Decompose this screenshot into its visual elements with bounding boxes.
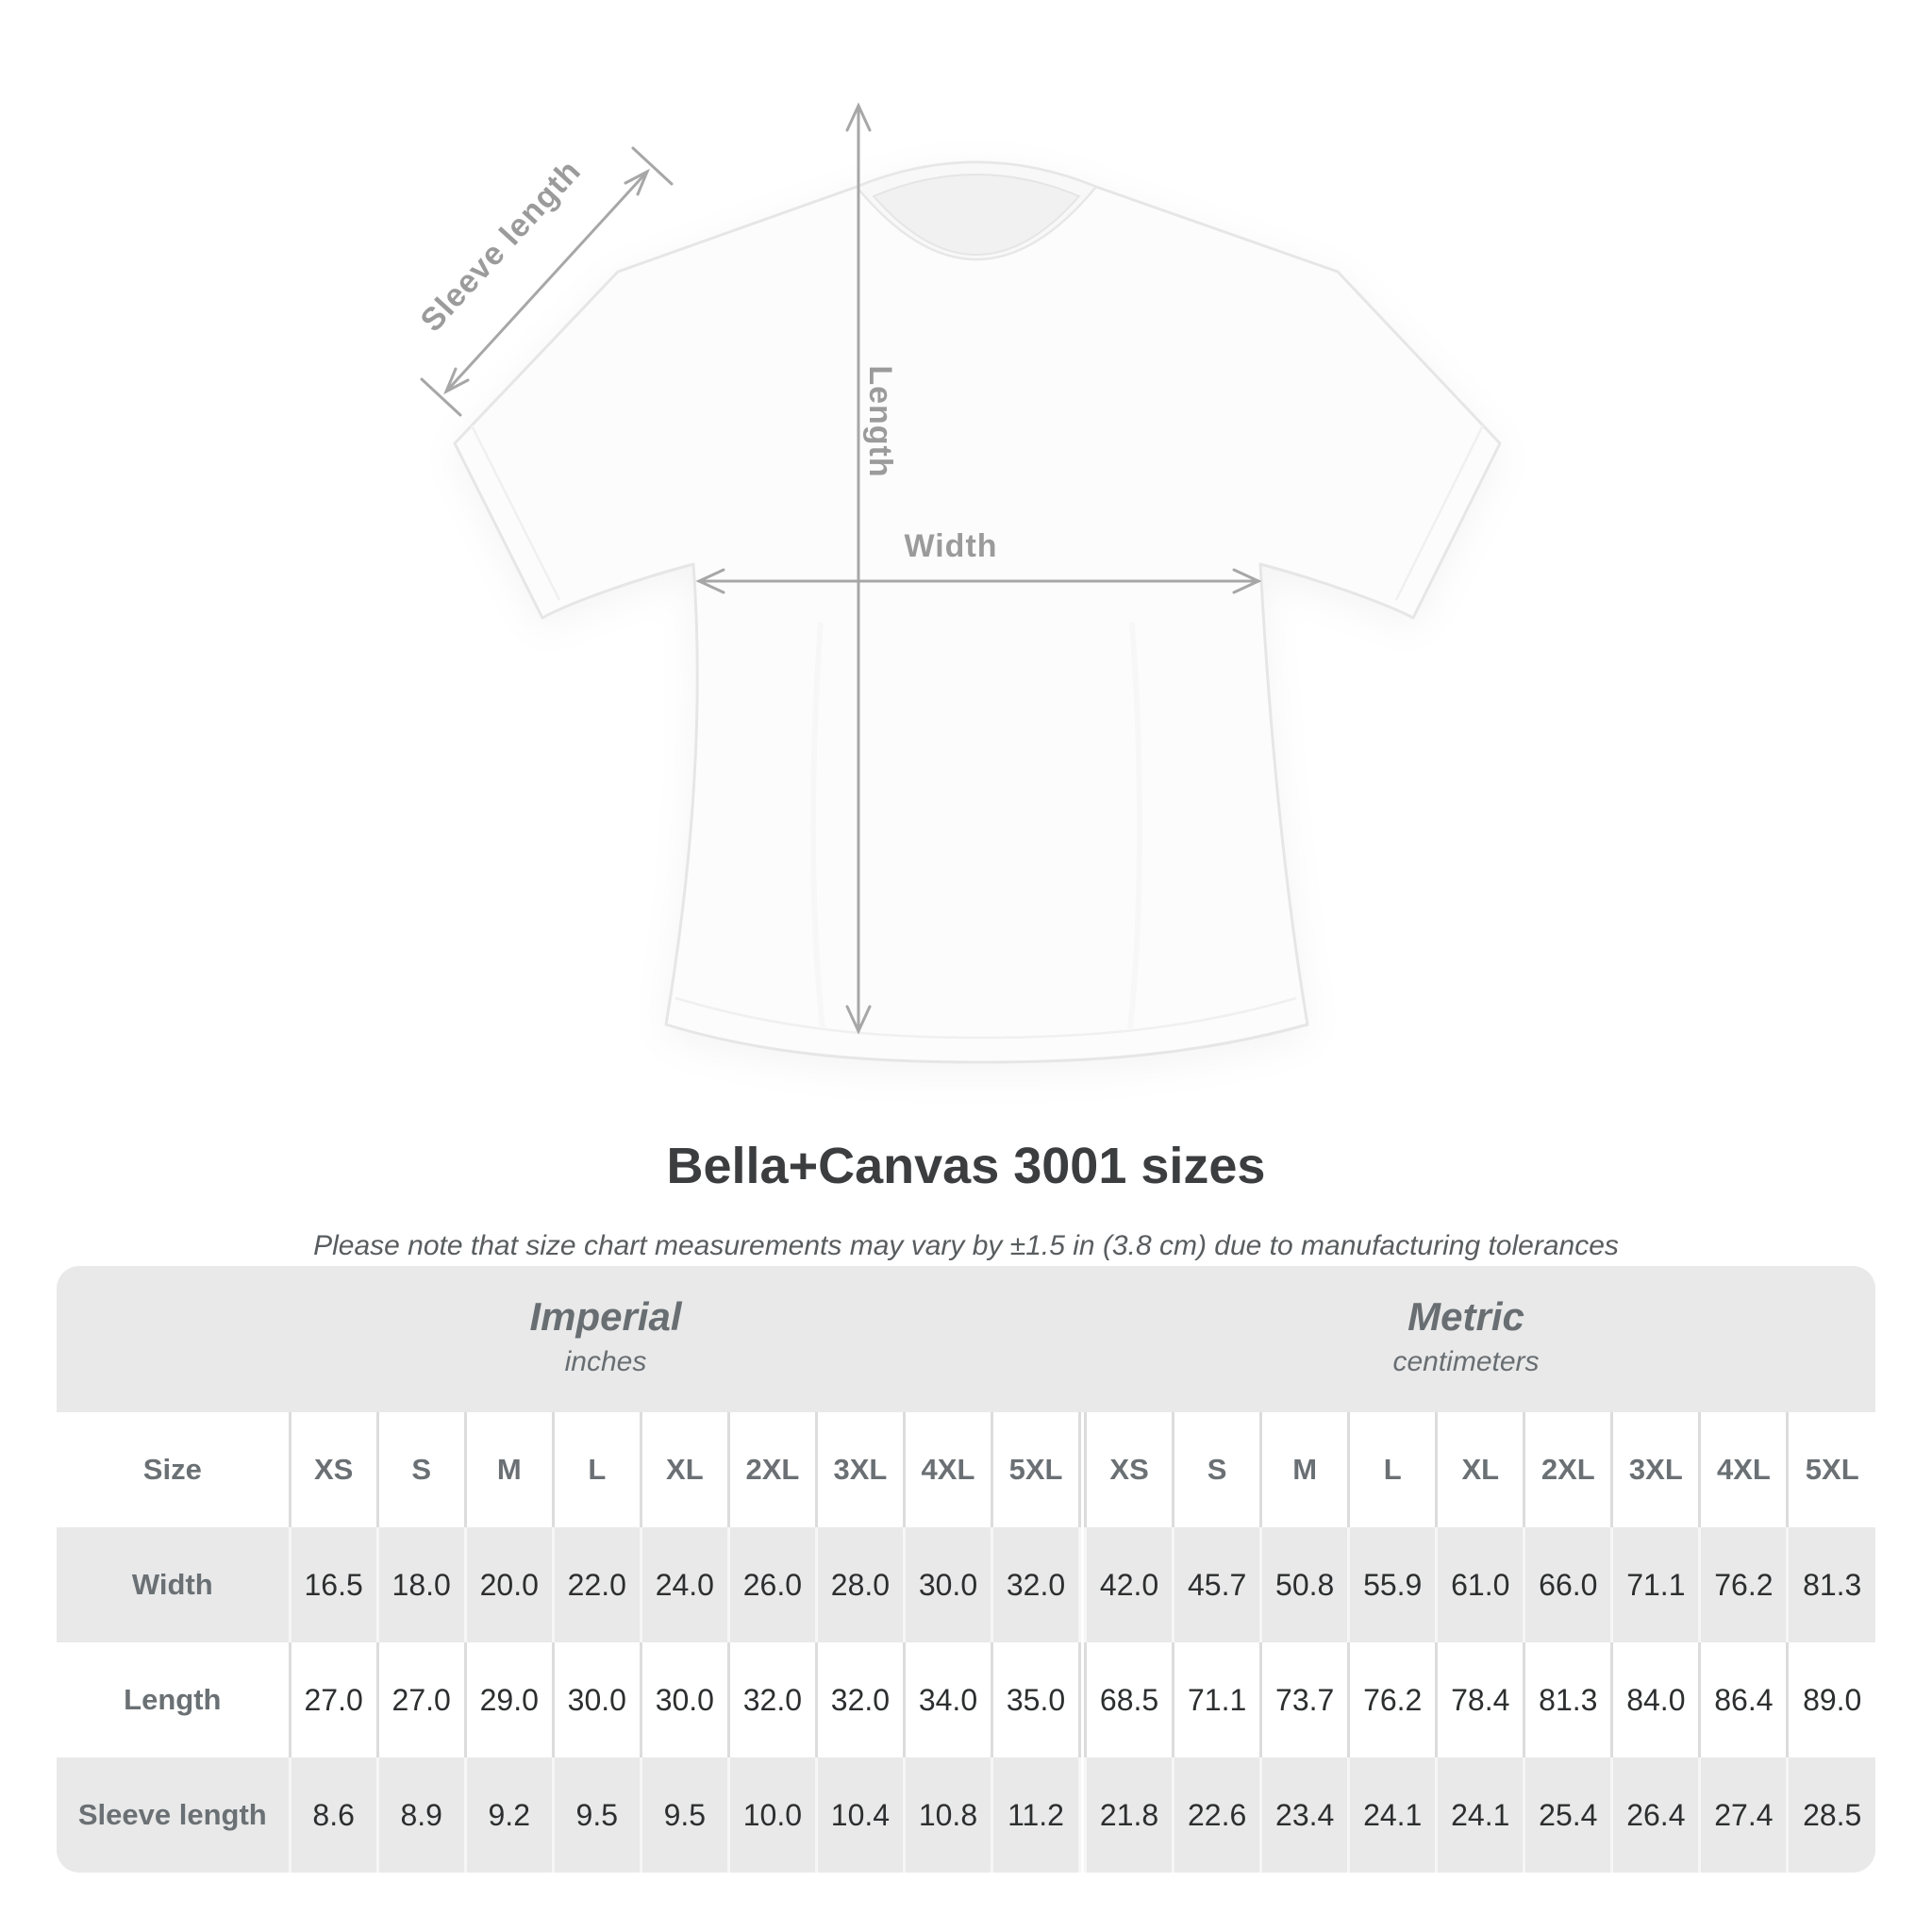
- value-cell: 9.5: [553, 1757, 641, 1873]
- value-cell: 30.0: [641, 1642, 728, 1757]
- page-subtitle: Please note that size chart measurements may vary by ±1.5 in (3.8 cm) due to manufacturing tolerances: [313, 1230, 1619, 1261]
- value-cell: 27.4: [1700, 1757, 1788, 1873]
- units-band: [57, 1266, 1875, 1412]
- value-cell: 26.0: [728, 1527, 816, 1642]
- value-cell: 34.0: [904, 1642, 991, 1757]
- value-cell: 8.6: [290, 1757, 377, 1873]
- value-cell: 45.7: [1174, 1527, 1261, 1642]
- width-row: [57, 1527, 1875, 1642]
- tshirt-body: [455, 162, 1500, 1062]
- metric-size-header: M: [1261, 1412, 1349, 1527]
- value-cell: 71.1: [1612, 1527, 1700, 1642]
- value-cell: 68.5: [1086, 1642, 1174, 1757]
- value-cell: 22.0: [553, 1527, 641, 1642]
- value-cell: 24.1: [1349, 1757, 1437, 1873]
- value-cell: 81.3: [1788, 1527, 1875, 1642]
- value-cell: 35.0: [992, 1642, 1080, 1757]
- value-cell: 78.4: [1437, 1642, 1524, 1757]
- value-cell: 32.0: [728, 1642, 816, 1757]
- metric-title: Metric: [1407, 1294, 1524, 1339]
- value-cell: 73.7: [1261, 1642, 1349, 1757]
- imperial-size-header: 2XL: [728, 1412, 816, 1527]
- value-cell: 71.1: [1174, 1642, 1261, 1757]
- length-label: Length: [862, 365, 898, 478]
- imperial-size-header: M: [465, 1412, 553, 1527]
- value-cell: 81.3: [1524, 1642, 1612, 1757]
- value-cell: 27.0: [377, 1642, 465, 1757]
- value-cell: 10.0: [728, 1757, 816, 1873]
- value-cell: 76.2: [1700, 1527, 1788, 1642]
- value-cell: 66.0: [1524, 1527, 1612, 1642]
- measurements-table: [57, 1412, 1875, 1873]
- imperial-size-header: XL: [641, 1412, 728, 1527]
- tshirt-diagram: [311, 57, 1632, 1132]
- value-cell: 21.8: [1086, 1757, 1174, 1873]
- value-cell: 30.0: [904, 1527, 991, 1642]
- value-cell: 25.4: [1524, 1757, 1612, 1873]
- value-cell: 61.0: [1437, 1527, 1524, 1642]
- row-label: Sleeve length: [57, 1757, 290, 1873]
- value-cell: 18.0: [377, 1527, 465, 1642]
- tshirt-graphic: [455, 162, 1500, 1062]
- value-cell: 28.5: [1788, 1757, 1875, 1873]
- row-label: Length: [57, 1642, 290, 1757]
- value-cell: 9.2: [465, 1757, 553, 1873]
- metric-size-header: 2XL: [1524, 1412, 1612, 1527]
- metric-header: [1136, 1266, 1796, 1379]
- value-cell: 32.0: [992, 1527, 1080, 1642]
- value-cell: 50.8: [1261, 1527, 1349, 1642]
- imperial-title: Imperial: [529, 1294, 682, 1339]
- imperial-size-header: L: [553, 1412, 641, 1527]
- size-header-cell: Size: [57, 1412, 290, 1527]
- page-title: Bella+Canvas 3001 sizes: [666, 1138, 1266, 1194]
- value-cell: 10.8: [904, 1757, 991, 1873]
- row-label: Width: [57, 1527, 290, 1642]
- value-cell: 76.2: [1349, 1642, 1437, 1757]
- imperial-size-header: 4XL: [904, 1412, 991, 1527]
- value-cell: 28.0: [816, 1527, 904, 1642]
- width-label: Width: [904, 528, 998, 564]
- size-table: [57, 1266, 1875, 1873]
- metric-unit: centimeters: [1392, 1346, 1540, 1377]
- imperial-size-header: S: [377, 1412, 465, 1527]
- metric-size-header: S: [1174, 1412, 1261, 1527]
- value-cell: 20.0: [465, 1527, 553, 1642]
- imperial-unit: inches: [564, 1346, 647, 1377]
- value-cell: 26.4: [1612, 1757, 1700, 1873]
- table-header-row: [57, 1412, 1875, 1527]
- value-cell: 32.0: [816, 1642, 904, 1757]
- metric-size-header: 3XL: [1612, 1412, 1700, 1527]
- sleeve-length-row: [57, 1757, 1875, 1873]
- metric-size-header: L: [1349, 1412, 1437, 1527]
- metric-size-header: 5XL: [1788, 1412, 1875, 1527]
- value-cell: 84.0: [1612, 1642, 1700, 1757]
- value-cell: 16.5: [290, 1527, 377, 1642]
- value-cell: 11.2: [992, 1757, 1080, 1873]
- value-cell: 8.9: [377, 1757, 465, 1873]
- value-cell: 27.0: [290, 1642, 377, 1757]
- value-cell: 55.9: [1349, 1527, 1437, 1642]
- value-cell: 30.0: [553, 1642, 641, 1757]
- value-cell: 10.4: [816, 1757, 904, 1873]
- metric-size-header: 4XL: [1700, 1412, 1788, 1527]
- imperial-size-header: 3XL: [816, 1412, 904, 1527]
- value-cell: 24.0: [641, 1527, 728, 1642]
- value-cell: 29.0: [465, 1642, 553, 1757]
- value-cell: 89.0: [1788, 1642, 1875, 1757]
- value-cell: 24.1: [1437, 1757, 1524, 1873]
- value-cell: 23.4: [1261, 1757, 1349, 1873]
- length-row: [57, 1642, 1875, 1757]
- value-cell: 86.4: [1700, 1642, 1788, 1757]
- imperial-size-header: XS: [290, 1412, 377, 1527]
- imperial-size-header: 5XL: [992, 1412, 1080, 1527]
- metric-size-header: XL: [1437, 1412, 1524, 1527]
- metric-size-header: XS: [1086, 1412, 1174, 1527]
- imperial-header: [275, 1266, 936, 1379]
- sleeve-length-label: Sleeve length: [413, 153, 589, 340]
- value-cell: 9.5: [641, 1757, 728, 1873]
- value-cell: 42.0: [1086, 1527, 1174, 1642]
- value-cell: 22.6: [1174, 1757, 1261, 1873]
